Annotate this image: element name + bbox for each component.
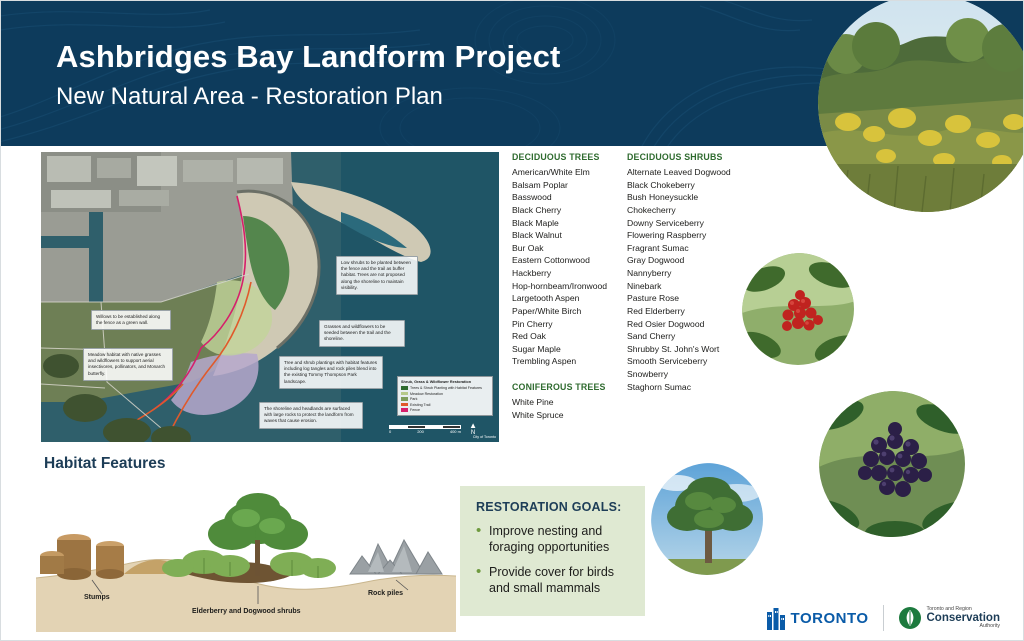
list-item: Chokecherry — [627, 204, 676, 215]
list-item: American/White Elm — [512, 167, 590, 177]
goal-item: • Provide cover for birds and small mammals — [476, 565, 631, 596]
plant-list-column-trees — [512, 152, 627, 421]
deciduous-trees-list — [512, 166, 627, 368]
legend-item — [401, 392, 489, 396]
elderberry-fruit-photo — [816, 388, 968, 540]
plant-species-lists — [512, 152, 812, 421]
city-of-toronto-logo — [766, 606, 869, 630]
deciduous-shrubs-list — [627, 166, 787, 393]
list-item: Bur Oak — [512, 242, 544, 253]
legend-swatch-meadow — [401, 392, 408, 396]
coniferous-trees-list — [512, 396, 627, 421]
scale-tick: 400 m — [449, 429, 461, 434]
list-item: Flowering Raspberry — [627, 230, 707, 241]
goal-item: • Improve nesting and foraging opportunities — [476, 524, 631, 555]
trca-wordmark — [927, 607, 1001, 630]
legend-item — [401, 397, 489, 401]
list-item: Sugar Maple — [512, 343, 561, 354]
header-text-block — [56, 40, 560, 110]
map-credit: City of Toronto — [472, 435, 496, 439]
legend-item — [401, 403, 489, 407]
trca-line-1: Toronto and Region — [926, 605, 972, 612]
scale-tick: 200 — [417, 429, 424, 434]
list-item: Eastern Cottonwood — [512, 255, 590, 266]
list-item: Gray Dogwood — [627, 255, 685, 266]
list-item: Nannyberry — [627, 268, 672, 278]
list-item: Black Maple — [512, 217, 559, 228]
list-item: Red Oak — [512, 331, 546, 342]
list-item: Sand Cherry — [627, 331, 676, 342]
list-item: Hackberry — [512, 268, 552, 278]
restoration-goals-title: RESTORATION GOALS: — [476, 500, 622, 514]
map-callout-1: Low shrubs to be planted between the fence and the trail as buffer habitat. Trees are not proposed along the shoreline to maintain visibility. — [336, 256, 418, 295]
legend-swatch-existing-trail — [401, 403, 408, 407]
habitat-label-stumps: Stumps — [84, 594, 110, 601]
map-callout-6: The shoreline and headlands are surfaced with large rocks to protect the landform from waves that cause erosion. — [259, 402, 363, 429]
list-heading-deciduous-trees: DECIDUOUS TREES — [512, 152, 600, 162]
legend-item — [401, 408, 489, 412]
list-item: Snowberry — [627, 369, 669, 379]
legend-label: Meadow Restoration — [410, 391, 443, 396]
list-item: Staghorn Sumac — [627, 381, 692, 392]
list-heading-coniferous-trees: CONIFEROUS TREES — [512, 382, 606, 392]
legend-swatch-trees-shrubs — [401, 386, 408, 390]
list-item: Black Chokeberry — [627, 179, 695, 190]
list-item: Black Walnut — [512, 230, 562, 241]
list-item: Fragrant Sumac — [627, 242, 689, 253]
map-legend — [397, 376, 493, 416]
map-callout-4: Grasses and wildflowers to be seeded between the trail and the shoreline. — [319, 320, 405, 347]
list-heading-deciduous-shrubs: DECIDUOUS SHRUBS — [627, 152, 723, 162]
list-item: White Pine — [512, 397, 554, 407]
trca-line-3: Authority — [979, 623, 1000, 630]
map-callout-2: Willows to be established along the fence as a green wall. — [91, 310, 171, 330]
page-subtitle: New Natural Area - Restoration Plan — [56, 83, 443, 111]
trca-logo — [898, 606, 1001, 630]
legend-label: Existing Trail — [410, 402, 431, 407]
aerial-restoration-plan-map[interactable] — [41, 152, 499, 442]
trca-line-2: Conservation — [926, 611, 1000, 624]
list-item: Largetooth Aspen — [512, 293, 580, 304]
habitat-features-illustration — [36, 482, 456, 632]
list-item: White Spruce — [512, 409, 564, 420]
list-item: Bush Honeysuckle — [627, 192, 699, 203]
legend-swatch-fence — [401, 408, 408, 412]
list-item: Balsam Poplar — [512, 179, 568, 190]
map-callout-5: Tree and shrub plantings with habitat features including log tangles and rock piles blend into the existing Tommy Thompson Park landscape. — [279, 356, 383, 389]
list-item: Trembling Aspen — [512, 356, 577, 367]
list-item: Ninebark — [627, 280, 662, 291]
list-item: Shrubby St. John's Wort — [627, 343, 720, 354]
legend-label: Fence — [410, 408, 420, 412]
habitat-label-shrubs: Elderberry and Dogwood shrubs — [192, 608, 301, 615]
page-title: Ashbridges Bay Landform Project — [56, 39, 561, 74]
toronto-towers-icon — [766, 606, 786, 630]
north-arrow-icon: ▲ N — [469, 421, 477, 436]
legend-item — [401, 386, 489, 390]
trca-leaf-icon — [898, 606, 922, 630]
meadow-wildflowers-photo — [818, 0, 1024, 212]
list-item: Hop-hornbeam/Ironwood — [512, 280, 608, 291]
plant-list-column-shrubs — [627, 152, 787, 421]
list-item: Black Cherry — [512, 204, 562, 215]
scale-tick: 0 — [389, 429, 392, 434]
north-label: N — [470, 430, 476, 436]
map-callout-3: Meadow habitat with native grasses and wildflowers to support aerial insectivores, pollinators, and Monarch butterfly. — [83, 348, 173, 381]
toronto-wordmark: TORONTO — [790, 609, 869, 627]
legend-label: Trees & Shrub Planting with Habitat Features — [410, 386, 482, 390]
list-item: Red Elderberry — [627, 305, 685, 316]
restoration-goals-list — [476, 524, 631, 597]
habitat-features-title: Habitat Features — [44, 455, 166, 472]
list-item: Alternate Leaved Dogwood — [627, 167, 731, 177]
list-item: Downy Serviceberry — [627, 217, 704, 228]
tree-canopy-photo — [648, 460, 766, 578]
restoration-goals-box — [460, 486, 645, 616]
list-item: Basswood — [512, 192, 552, 203]
list-item: Red Osier Dogwood — [627, 318, 705, 329]
list-item: Pin Cherry — [512, 318, 553, 329]
logo-divider — [883, 605, 884, 631]
list-item: Pasture Rose — [627, 293, 680, 304]
list-item: Paper/White Birch — [512, 305, 582, 316]
list-item: Smooth Serviceberry — [627, 356, 708, 367]
logo-bar — [766, 605, 1000, 631]
map-scale-bar — [389, 425, 461, 434]
legend-title: Shrub, Grass & Wildflower Restoration — [401, 380, 472, 384]
legend-label: Park — [410, 397, 418, 401]
habitat-label-rock-piles: Rock piles — [368, 590, 404, 597]
legend-swatch-park — [401, 397, 408, 401]
